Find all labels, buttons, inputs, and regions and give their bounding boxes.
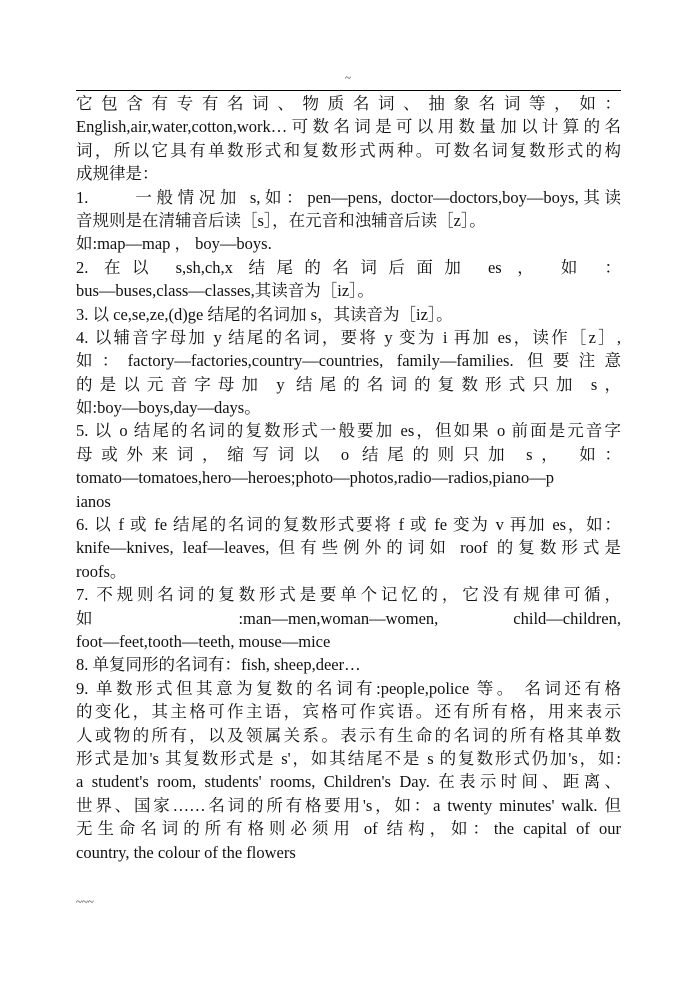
body-line: foot—feet,tooth—teeth, mouse—mice — [76, 631, 331, 651]
body-line: roofs。 — [76, 561, 127, 581]
body-line: 的变化，其主格可作主语，宾格可作宾语。还有所有格，用来表示 — [76, 702, 621, 722]
body-line: 4. 以辅音字母加 y 结尾的名词，要将 y 变为 i 再加 es，读作［z］, — [76, 327, 621, 347]
body-line: 它包含有专有名词、物质名词、抽象名词等，如： — [76, 94, 621, 113]
body-line: ianos — [76, 491, 111, 511]
document-body — [76, 92, 621, 864]
body-line: 1. 一般情况加 s,如：pen—pens, doctor—doctors,boy—boys,其读 — [76, 187, 621, 207]
body-line: 9. 单数形式但其意为复数的名词有:people,police 等。 名词还有格 — [76, 678, 621, 698]
header-rule — [76, 90, 621, 91]
body-line: 无生命名词的所有格则必须用 of 结构，如：the capital of our — [76, 819, 621, 839]
body-line: 成规律是： — [76, 164, 159, 184]
body-line: 母或外来词，缩写词以 o 结尾的则只加 s， 如： — [76, 444, 621, 464]
body-line: 形式是加's 其复数形式是 s'，如其结尾不是 s 的复数形式仍加's，如: — [76, 748, 621, 768]
body-line: 如:boy—boys,day—days。 — [76, 398, 261, 418]
body-line: 如 :man—men,woman—women, child—children, — [76, 608, 621, 628]
body-line: 世界、国家……名词的所有格要用's，如：a twenty minutes' walk. 但 — [76, 795, 621, 815]
body-line: 2. 在以 s,sh,ch,x 结尾的名词后面加 es ， 如 ： — [76, 257, 621, 277]
body-line: 7. 不规则名词的复数形式是要单个记忆的，它没有规律可循， — [76, 585, 621, 605]
body-line: 8. 单复同形的名词有：fish, sheep,deer… — [76, 655, 361, 675]
body-line: 5. 以 o 结尾的名词的复数形式一般要加 es，但如果 o 前面是元音字 — [76, 421, 621, 441]
body-line: English,air,water,cotton,work…可数名词是可以用数量加以计算的名 — [76, 117, 621, 137]
body-line: knife—knives, leaf—leaves, 但有些例外的词如 roof 的复数形式是 — [76, 538, 621, 558]
body-line: a student's room, students' rooms, Children's Day. 在表示时间、距离、 — [76, 772, 621, 792]
body-line: country, the colour of the flowers — [76, 842, 296, 862]
body-line: 词，所以它具有单数形式和复数形式两种。可数名词复数形式的构 — [76, 140, 621, 160]
body-line: 如：factory—factories,country—countries, family—families. 但要注意 — [76, 351, 621, 371]
body-line: 人或物的所有，以及领属关系。表示有生命的名词的所有格其单数 — [76, 725, 621, 745]
footer-mark: ~~~ — [76, 896, 94, 908]
header-mark: ~ — [345, 72, 351, 84]
body-line: tomato—tomatoes,hero—heroes;photo—photos,radio—radios,piano—p — [76, 468, 554, 488]
body-line: 的是以元音字母加 y 结尾的名词的复数形式只加 s， — [76, 374, 621, 394]
body-line: 音规则是在清辅音后读［s］，在元音和浊辅音后读［z］。 — [76, 210, 486, 230]
body-line: bus—buses,class—classes,其读音为［iz］。 — [76, 281, 374, 301]
body-line: 如:map—map ， boy—boys. — [76, 234, 272, 254]
body-line: 6. 以 f 或 fe 结尾的名词的复数形式要将 f 或 fe 变为 v 再加 es，如： — [76, 515, 621, 535]
body-line: 3. 以 ce,se,ze,(d)ge 结尾的名词加 s，其读音为［iz］。 — [76, 304, 453, 324]
